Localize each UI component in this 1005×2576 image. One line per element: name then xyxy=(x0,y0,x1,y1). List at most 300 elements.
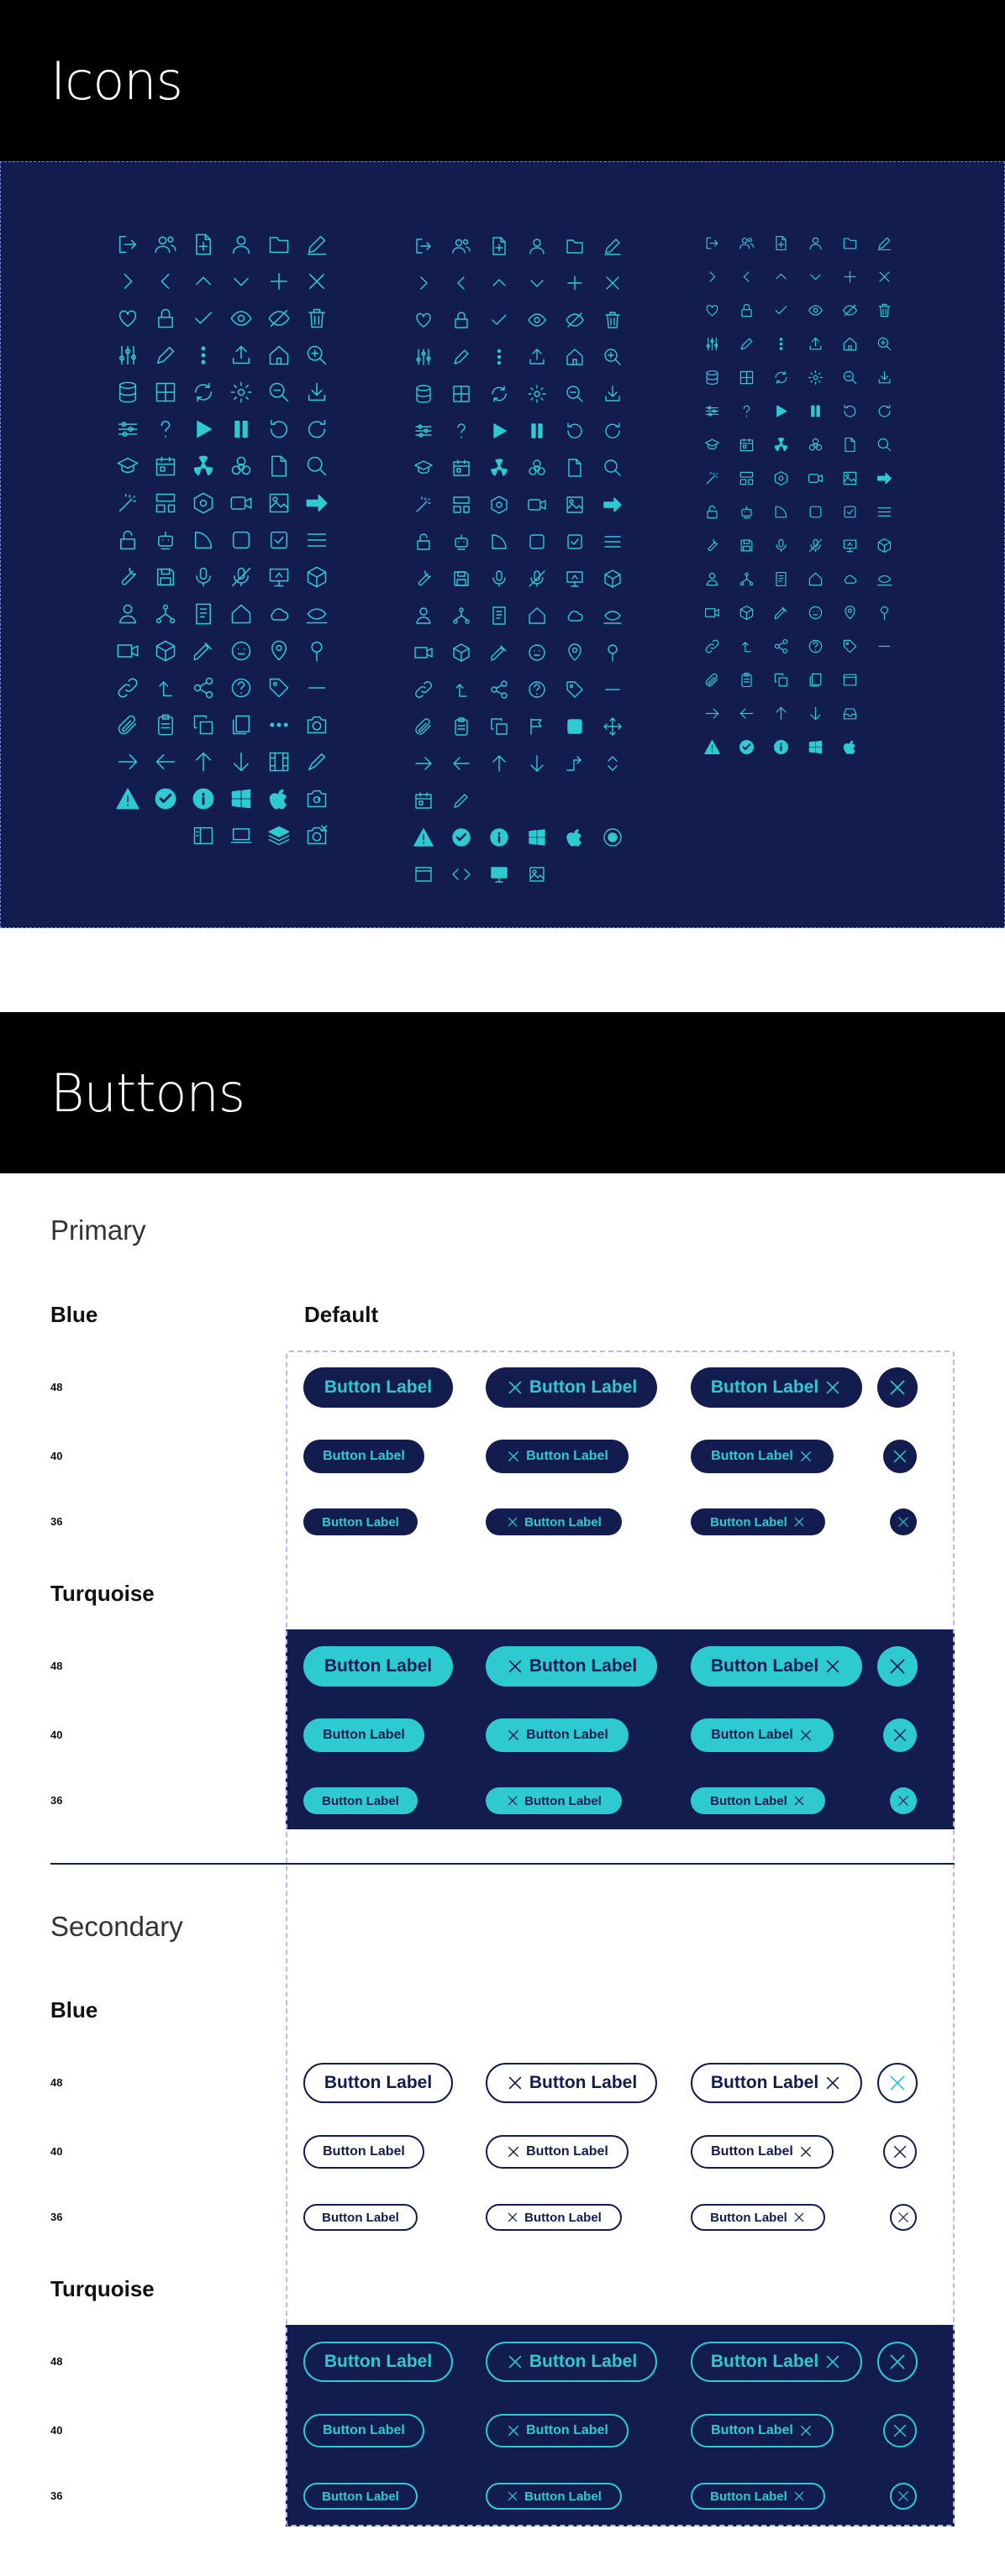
minus-icon xyxy=(867,629,902,663)
zoom-in-icon xyxy=(593,338,631,375)
icons-banner xyxy=(0,0,1005,161)
user-pin-icon xyxy=(695,562,729,595)
close-icon xyxy=(887,2351,908,2373)
minus-icon xyxy=(297,669,335,706)
undo-icon xyxy=(833,394,867,428)
secondary-turquoise-icon-button-40[interactable] xyxy=(883,2414,917,2447)
warning-icon xyxy=(404,819,442,856)
quarter-icon xyxy=(184,522,222,559)
primary-turquoise-heading: Turquoise xyxy=(50,1581,155,1606)
cube-icon xyxy=(297,559,335,595)
hexagon-icon xyxy=(764,461,798,495)
secondary-turquoise-button-trailing-icon-40[interactable] xyxy=(691,2414,834,2447)
button-label: Button Label xyxy=(711,2144,793,2159)
pipette-icon xyxy=(764,595,798,629)
primary-blue-icon-button-48[interactable] xyxy=(877,1367,918,1408)
secondary-blue-button-leading-icon-40[interactable] xyxy=(486,2135,629,2169)
calendar-icon xyxy=(729,428,764,461)
pause-icon xyxy=(798,394,833,428)
primary-turquoise-icon-button-48[interactable] xyxy=(877,1646,918,1687)
icon-slot-empty xyxy=(555,856,593,893)
close-icon xyxy=(792,1515,806,1529)
primary-turquoise-button-label-40[interactable] xyxy=(303,1718,424,1752)
secondary-blue-button-label-40[interactable] xyxy=(303,2135,424,2169)
primary-blue-button-leading-icon-36[interactable] xyxy=(486,1508,622,1535)
menu-icon xyxy=(297,522,335,559)
square-icon xyxy=(798,495,833,528)
tag-icon xyxy=(833,629,867,663)
button-label: Button Label xyxy=(322,1514,399,1529)
arrow-right-bold-icon xyxy=(297,485,335,522)
camera-off-icon xyxy=(297,817,335,854)
video-cam-icon xyxy=(108,632,146,669)
secondary-turquoise-icon-button-48[interactable] xyxy=(877,2342,918,2382)
map-pin-icon xyxy=(555,634,593,671)
chevron-up-icon xyxy=(480,265,518,302)
wrench-icon xyxy=(695,528,729,562)
primary-blue-button-label-48[interactable] xyxy=(303,1367,453,1408)
secondary-blue-button-trailing-icon-48[interactable] xyxy=(691,2063,862,2103)
biohazard-icon xyxy=(222,448,260,485)
map-pin-icon xyxy=(833,595,867,629)
pause-icon xyxy=(222,411,260,448)
zoom-out-icon xyxy=(833,360,867,394)
button-label: Button Label xyxy=(526,2144,608,2159)
database-icon xyxy=(695,360,729,394)
button-label: Button Label xyxy=(529,2073,638,2092)
heart-icon xyxy=(404,302,442,338)
wrench-icon xyxy=(404,560,442,597)
search-icon xyxy=(593,449,631,486)
pin-icon xyxy=(593,634,631,671)
primary-blue-button-leading-icon-48[interactable] xyxy=(486,1367,657,1408)
check-circle-icon xyxy=(442,819,480,856)
image-icon xyxy=(833,461,867,495)
button-label: Button Label xyxy=(529,1656,638,1676)
eye-icon xyxy=(798,293,833,327)
close-icon xyxy=(798,2423,813,2438)
link-icon xyxy=(695,629,729,663)
button-label: Button Label xyxy=(323,2423,405,2437)
home-icon xyxy=(555,338,593,375)
close-icon xyxy=(593,265,631,302)
primary-blue-icon-button-40[interactable] xyxy=(883,1440,917,1473)
gallery-icon xyxy=(518,856,555,893)
primary-turquoise-button-trailing-icon-36[interactable] xyxy=(691,1787,825,1814)
plus-icon xyxy=(833,260,867,293)
presentation-icon xyxy=(260,559,297,595)
logout-icon xyxy=(695,226,729,260)
layers-icon xyxy=(260,817,297,854)
button-label: Button Label xyxy=(526,1449,608,1463)
undo-icon xyxy=(260,411,297,448)
camera-rotate-icon xyxy=(297,780,335,817)
user-icon xyxy=(222,226,260,263)
user-icon xyxy=(798,226,833,260)
windows-icon xyxy=(518,819,555,856)
primary-blue-button-trailing-icon-40[interactable] xyxy=(691,1440,834,1473)
heart-icon xyxy=(108,300,146,337)
report-icon xyxy=(480,597,518,634)
plus-icon xyxy=(260,263,297,300)
settings-icon xyxy=(222,374,260,411)
tag-icon xyxy=(260,669,297,706)
close-icon xyxy=(798,2144,813,2159)
video-cam-icon xyxy=(695,595,729,629)
copy-icon xyxy=(184,706,222,743)
database-icon xyxy=(108,374,146,411)
secondary-turquoise-button-leading-icon-40[interactable] xyxy=(486,2414,629,2447)
plus-icon xyxy=(555,265,593,302)
close-icon xyxy=(792,2211,806,2224)
primary-turquoise-button-trailing-icon-40[interactable] xyxy=(691,1718,834,1752)
close-icon xyxy=(506,1378,524,1397)
redo-icon xyxy=(593,412,631,449)
laptop-icon xyxy=(222,817,260,854)
unlock-icon xyxy=(108,522,146,559)
grid-icon xyxy=(729,360,764,394)
pencil-icon xyxy=(442,338,480,375)
sliders-icon xyxy=(404,338,442,375)
pen-icon xyxy=(442,782,480,819)
primary-blue-button-leading-icon-40[interactable] xyxy=(486,1440,629,1473)
help-circle-icon xyxy=(798,629,833,663)
help-circle-icon xyxy=(222,669,260,706)
sliders-icon xyxy=(108,337,146,374)
paperclip-icon xyxy=(108,706,146,743)
layout-icon xyxy=(729,461,764,495)
primary-turquoise-button-label-48[interactable] xyxy=(303,1646,453,1687)
icon-set-small xyxy=(695,226,902,763)
button-label: Button Label xyxy=(524,2210,602,2225)
clipboard-icon xyxy=(442,708,480,745)
graduation-icon xyxy=(404,449,442,486)
unlock-icon xyxy=(695,495,729,528)
search-icon xyxy=(297,448,335,485)
icon-slot-empty xyxy=(555,782,593,819)
folder-icon xyxy=(260,226,297,263)
heart-icon xyxy=(695,293,729,327)
button-label: Button Label xyxy=(524,2489,602,2504)
size-label-40: 40 xyxy=(50,2424,63,2437)
size-label-40: 40 xyxy=(50,2145,63,2158)
film-icon xyxy=(260,743,297,780)
chevron-down-icon xyxy=(222,263,260,300)
checkbox-icon xyxy=(833,495,867,528)
secondary-turquoise-button-trailing-icon-36[interactable] xyxy=(691,2483,825,2510)
secondary-blue-button-label-48[interactable] xyxy=(303,2063,453,2103)
arrow-up-icon xyxy=(480,745,518,782)
checkbox-icon xyxy=(555,523,593,560)
camera-icon xyxy=(297,706,335,743)
zoom-out-icon xyxy=(555,375,593,412)
close-icon xyxy=(506,1449,521,1464)
windows-icon xyxy=(222,780,260,817)
close-icon xyxy=(792,1794,806,1807)
more-vertical-icon xyxy=(764,327,798,360)
primary-blue-icon-button-36[interactable] xyxy=(890,1508,917,1535)
arrow-up-icon xyxy=(764,696,798,730)
arrow-left-icon xyxy=(442,745,480,782)
primary-blue-button-label-36[interactable] xyxy=(303,1508,418,1535)
report-icon xyxy=(764,562,798,595)
magic-icon xyxy=(695,461,729,495)
primary-blue-button-trailing-icon-36[interactable] xyxy=(691,1508,825,1535)
download-icon xyxy=(297,374,335,411)
check-icon xyxy=(480,302,518,338)
lock-icon xyxy=(146,300,184,337)
calendar-icon xyxy=(146,448,184,485)
section-divider xyxy=(50,1863,955,1865)
close-icon xyxy=(896,1793,911,1808)
magic-icon xyxy=(108,485,146,522)
window-icon xyxy=(833,663,867,696)
mic-off-icon xyxy=(798,528,833,562)
refresh-icon xyxy=(480,375,518,412)
chevron-left-icon xyxy=(442,265,480,302)
wrench-icon xyxy=(108,559,146,595)
image-icon xyxy=(260,485,297,522)
size-label-40: 40 xyxy=(50,1729,63,1741)
document-icon xyxy=(833,428,867,461)
primary-turquoise-button-leading-icon-48[interactable] xyxy=(486,1646,657,1687)
button-label: Button Label xyxy=(324,1377,433,1397)
video-icon xyxy=(798,461,833,495)
play-icon xyxy=(480,412,518,449)
primary-blue-button-trailing-icon-48[interactable] xyxy=(691,1367,862,1408)
secondary-turquoise-icon-button-36[interactable] xyxy=(890,2483,917,2510)
primary-turquoise-icon-button-36[interactable] xyxy=(890,1787,917,1814)
video-icon xyxy=(518,486,555,523)
secondary-blue-button-label-36[interactable] xyxy=(303,2204,418,2231)
monitor-icon xyxy=(480,856,518,893)
refresh-icon xyxy=(764,360,798,394)
primary-turquoise-button-trailing-icon-48[interactable] xyxy=(691,1646,862,1687)
chevron-right-icon xyxy=(404,265,442,302)
secondary-blue-button-trailing-icon-40[interactable] xyxy=(691,2135,834,2169)
primary-blue-button-label-40[interactable] xyxy=(303,1440,424,1473)
chevron-down-icon xyxy=(518,265,555,302)
redo-icon xyxy=(297,411,335,448)
arrow-right-bold-icon xyxy=(593,486,631,523)
close-icon xyxy=(896,2210,911,2225)
settings-icon xyxy=(518,375,555,412)
trash-icon xyxy=(297,300,335,337)
close-icon xyxy=(896,1514,911,1529)
box-3d-icon xyxy=(146,632,184,669)
calendar-icon xyxy=(404,782,442,819)
arrow-down-icon xyxy=(798,696,833,730)
pipette-icon xyxy=(480,634,518,671)
size-label-48: 48 xyxy=(50,2076,63,2089)
size-label-36: 36 xyxy=(50,2211,63,2223)
secondary-blue-icon-button-40[interactable] xyxy=(883,2135,917,2169)
secondary-blue-icon-button-36[interactable] xyxy=(890,2204,917,2231)
secondary-blue-button-trailing-icon-36[interactable] xyxy=(691,2204,825,2231)
link-icon xyxy=(108,669,146,706)
icon-slot-empty xyxy=(518,782,555,819)
close-icon xyxy=(887,1655,908,1677)
cube-icon xyxy=(593,560,631,597)
mic-icon xyxy=(184,559,222,595)
icon-slot-empty xyxy=(867,730,902,763)
secondary-turquoise-button-label-36[interactable] xyxy=(303,2483,418,2510)
size-label-48: 48 xyxy=(50,1381,63,1393)
save-icon xyxy=(146,559,184,595)
pin-icon xyxy=(867,595,902,629)
grid-icon xyxy=(146,374,184,411)
primary-turquoise-button-label-36[interactable] xyxy=(303,1787,418,1814)
move-icon xyxy=(593,708,631,745)
close-icon xyxy=(297,263,335,300)
square-icon xyxy=(222,522,260,559)
radiation-icon xyxy=(764,428,798,461)
quarter-icon xyxy=(480,523,518,560)
placeholder-icon xyxy=(518,634,555,671)
secondary-turquoise-button-trailing-icon-48[interactable] xyxy=(691,2342,862,2382)
button-label: Button Label xyxy=(710,2073,819,2092)
database-icon xyxy=(404,375,442,412)
close-icon xyxy=(867,260,902,293)
close-icon xyxy=(506,2353,524,2371)
upload-icon xyxy=(518,338,555,375)
arrow-left-icon xyxy=(729,696,764,730)
secondary-blue-icon-button-48[interactable] xyxy=(877,2063,918,2103)
redo-icon xyxy=(867,394,902,428)
close-icon xyxy=(887,2072,908,2094)
primary-turquoise-icon-button-40[interactable] xyxy=(883,1718,917,1752)
share-icon xyxy=(184,669,222,706)
clipboard-icon xyxy=(146,706,184,743)
icon-slot-empty xyxy=(146,817,184,854)
minus-icon xyxy=(593,671,631,708)
secondary-turquoise-button-leading-icon-48[interactable] xyxy=(486,2342,657,2382)
arrow-down-icon xyxy=(222,743,260,780)
button-label: Button Label xyxy=(711,2423,793,2437)
zoom-out-icon xyxy=(260,374,297,411)
button-label: Button Label xyxy=(526,2423,608,2437)
users-icon xyxy=(442,228,480,265)
close-icon xyxy=(896,2489,911,2504)
close-icon xyxy=(891,2421,909,2440)
button-label: Button Label xyxy=(529,2352,638,2371)
pause-icon xyxy=(518,412,555,449)
secondary-turquoise-button-label-40[interactable] xyxy=(303,2414,424,2447)
close-icon xyxy=(506,2211,519,2224)
clipboard-icon xyxy=(729,663,764,696)
user-pin-icon xyxy=(108,595,146,632)
eye-icon xyxy=(222,300,260,337)
apple-icon xyxy=(833,730,867,763)
button-label: Button Label xyxy=(710,1793,787,1808)
copy-icon xyxy=(764,663,798,696)
icon-set-large xyxy=(108,226,335,854)
secondary-turquoise-button-leading-icon-36[interactable] xyxy=(486,2483,622,2510)
icon-slot-empty xyxy=(480,782,518,819)
chevron-up-icon xyxy=(764,260,798,293)
sidebar-icon xyxy=(184,817,222,854)
eye-off-icon xyxy=(833,293,867,327)
calendar-icon xyxy=(442,449,480,486)
primary-turquoise-button-leading-icon-40[interactable] xyxy=(486,1718,629,1752)
network-icon xyxy=(146,595,184,632)
logout-icon xyxy=(404,228,442,265)
eye-scan-icon xyxy=(297,595,335,632)
icon-slot-empty xyxy=(593,856,631,893)
placeholder-icon xyxy=(222,632,260,669)
close-icon xyxy=(506,1657,524,1676)
secondary-turquoise-button-label-48[interactable] xyxy=(303,2342,453,2382)
button-label: Button Label xyxy=(524,1514,602,1529)
secondary-blue-button-leading-icon-48[interactable] xyxy=(486,2063,657,2103)
robot-icon xyxy=(146,522,184,559)
chevron-right-icon xyxy=(108,263,146,300)
checkbox-icon xyxy=(260,522,297,559)
secondary-blue-button-leading-icon-36[interactable] xyxy=(486,2204,622,2231)
hexagon-icon xyxy=(480,486,518,523)
document-icon xyxy=(260,448,297,485)
button-label: Button Label xyxy=(710,2352,819,2371)
eye-scan-icon xyxy=(593,597,631,634)
menu-icon xyxy=(593,523,631,560)
home-icon xyxy=(833,327,867,360)
filter-icon xyxy=(695,394,729,428)
corner-up-icon xyxy=(146,669,184,706)
radio-icon xyxy=(593,819,631,856)
pencil-icon xyxy=(146,337,184,374)
mic-icon xyxy=(764,528,798,562)
upload-icon xyxy=(222,337,260,374)
menu-icon xyxy=(867,495,902,528)
graduation-icon xyxy=(695,428,729,461)
apple-icon xyxy=(555,819,593,856)
video-cam-icon xyxy=(404,634,442,671)
buttons-title: Buttons xyxy=(50,1062,245,1124)
logout-icon xyxy=(108,226,146,263)
button-label: Button Label xyxy=(322,2489,399,2504)
button-label: Button Label xyxy=(710,1377,819,1397)
close-icon xyxy=(823,1378,842,1397)
radiation-icon xyxy=(480,449,518,486)
box-3d-icon xyxy=(442,634,480,671)
windows-icon xyxy=(798,730,833,763)
primary-heading: Primary xyxy=(50,1215,146,1246)
users-icon xyxy=(146,226,184,263)
close-icon xyxy=(506,2074,524,2092)
inbox-icon xyxy=(833,696,867,730)
button-label: Button Label xyxy=(526,1728,608,1742)
check-circle-icon xyxy=(146,780,184,817)
button-label: Button Label xyxy=(323,1728,405,1742)
buttons-banner xyxy=(0,1012,1005,1173)
video-icon xyxy=(222,485,260,522)
close-icon xyxy=(798,1449,813,1464)
close-icon xyxy=(887,1377,908,1398)
document-icon xyxy=(555,449,593,486)
size-label-40: 40 xyxy=(50,1450,63,1462)
chevron-down-icon xyxy=(798,260,833,293)
arrow-right-bold-icon xyxy=(867,461,902,495)
pages-icon xyxy=(798,663,833,696)
close-icon xyxy=(506,2489,519,2503)
info-icon xyxy=(764,730,798,763)
share-icon xyxy=(480,671,518,708)
button-label: Button Label xyxy=(322,1793,399,1808)
primary-blue-heading: Blue xyxy=(50,1302,98,1327)
icon-slot-empty xyxy=(593,782,631,819)
stop-icon xyxy=(555,708,593,745)
primary-turquoise-button-leading-icon-36[interactable] xyxy=(486,1787,622,1814)
